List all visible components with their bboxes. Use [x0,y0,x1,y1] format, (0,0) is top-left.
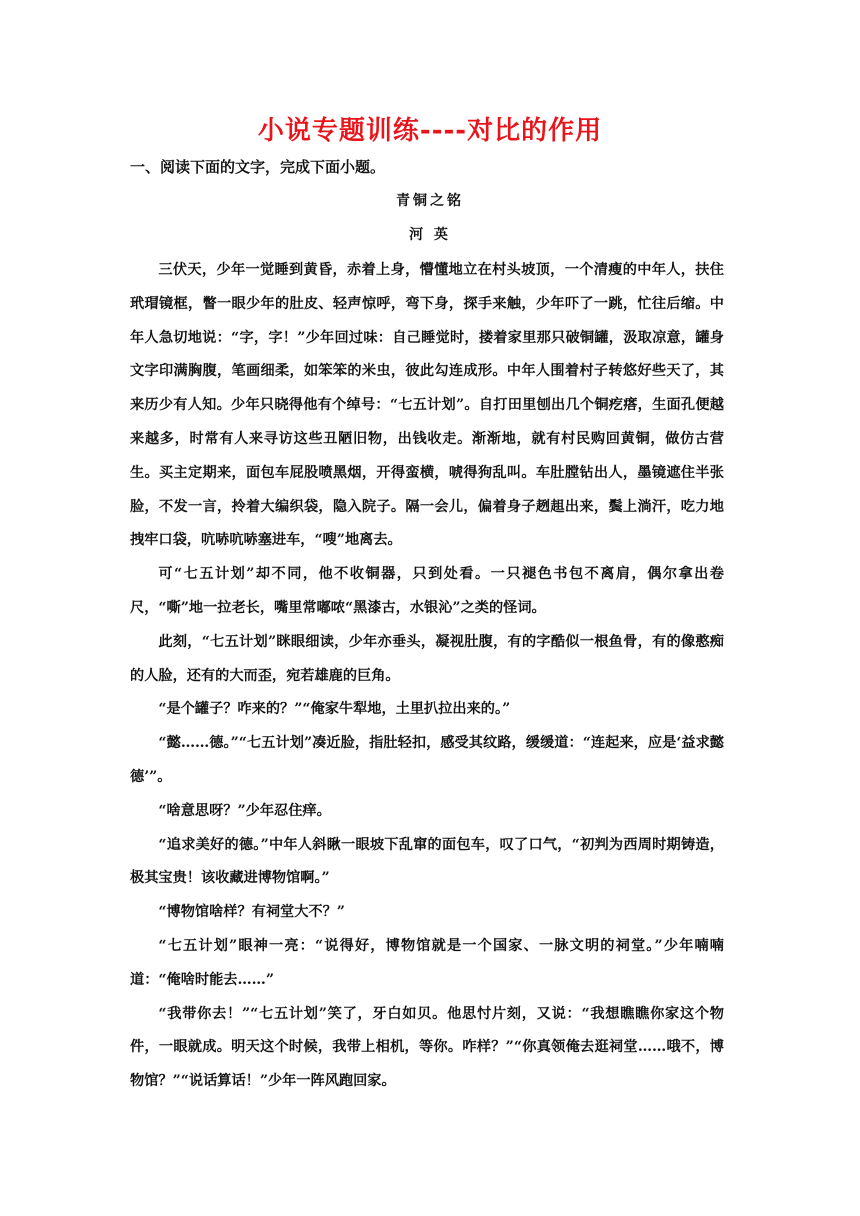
document-title: 小说专题训练----对比的作用 [257,116,603,146]
paragraph: “啥意思呀？”少年忍住痒。 [158,802,331,819]
paragraph: “是个罐子？咋来的？”“俺家牛犁地，土里扒拉出来的。” [158,701,511,718]
story-title: 青铜之铭 [396,193,464,209]
paragraph: “追求美好的德。”中年人斜瞅一眼坡下乱窜的面包车，叹了口气，“初判为西周时期铸造，极其宝贵！该收藏进博物馆啊。” [130,836,724,887]
paragraph: 可“七五计划”却不同，他不收铜器，只到处看。一只褪色书包不离肩，偶尔拿出卷尺，“嘶”地一拉老长，嘴里常嘟哝“黑漆古，水银沁”之类的怪词。 [130,566,724,616]
paragraph: “七五计划”眼神一亮：“说得好，博物馆就是一个国家、一脉文明的祠堂。”少年喃喃道：“俺啥时能去……” [130,937,724,988]
paragraph: “博物馆啥样？有祠堂大不？” [158,904,345,921]
story-body [130,254,724,1099]
story-author: 河 英 [409,227,451,243]
paragraph: “懿……德。”“七五计划”凑近脸，指肚轻扣，感受其纹路，缓缓道：“连起来，应是‘益求懿德’”。 [130,735,724,785]
paragraph: “我带你去！”“七五计划”笑了，牙白如贝。他思忖片刻，又说：“我想瞧瞧你家这个物件，一眼就成。明天这个时候，我带上相机，等你。咋样？”“你真领俺去逛祠堂……哦不，博物馆？”“说话算话！”少年一阵风跑回家。 [130,1005,724,1090]
question-instruction: 一、阅读下面的文字，完成下面小题。 [130,158,386,176]
paragraph: 此刻，“七五计划”眯眼细读，少年亦垂头，凝视肚腹，有的字酷似一根鱼骨，有的像憨痴的人脸，还有的大而歪，宛若雄鹿的巨角。 [130,633,724,684]
paragraph: 三伏天，少年一觉睡到黄昏，赤着上身，懵懂地立在村头坡顶，一个清瘦的中年人，扶住玳瑁镜框，瞥一眼少年的肚皮、轻声惊呼，弯下身，探手来触，少年吓了一跳，忙往后缩。中年人急切地说：“字，字！”少年回过味：自己睡觉时，搂着家里那只破铜罐，汲取凉意，罐身文字印满胸腹，笔画细柔，如笨笨的米虫，彼此勾连成形。中年人围着村子转悠好些天了，其来历少有人知。少年只晓得他有个绰号：“七五计划”。自打田里刨出几个铜疙瘩，生面孔便越来越多，时常有人来寻访这些丑陋旧物，出钱收走。渐渐地，就有村民购回黄铜，做仿古营生。买主定期来，面包车屁股喷黑烟，开得蛮横，唬得狗乱叫。车肚膛钻出人，墨镜遮住半张脸，不发一言，拎着大编织袋，隐入院子。隔一会儿，偏着身子趔趄出来，鬓上淌汗，吃力地拽牢口袋，吭哧吭哧塞进车，“嗖”地离去。 [130,262,724,549]
